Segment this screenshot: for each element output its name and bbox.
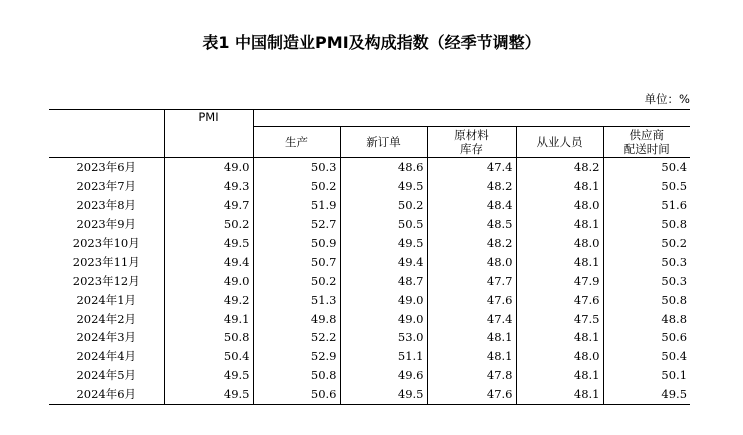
cell-raw-materials: 48.5 <box>427 215 516 234</box>
cell-raw-materials: 47.6 <box>427 385 516 404</box>
cell-employment: 48.2 <box>516 158 603 177</box>
cell-pmi: 49.5 <box>164 234 253 253</box>
cell-employment: 48.1 <box>516 385 603 404</box>
cell-period: 2023年6月 <box>49 158 164 177</box>
cell-new-orders: 50.2 <box>340 196 427 215</box>
table-body <box>49 158 690 405</box>
cell-new-orders: 49.0 <box>340 309 427 328</box>
cell-production: 50.3 <box>253 158 340 177</box>
cell-new-orders: 48.6 <box>340 158 427 177</box>
header-delivery-line2: 配送时间 <box>623 142 670 156</box>
cell-delivery: 50.4 <box>661 349 688 364</box>
cell-pmi: 49.4 <box>164 252 253 271</box>
cell-production: 51.9 <box>253 196 340 215</box>
cell-new-orders: 50.5 <box>340 215 427 234</box>
cell-employment: 48.1 <box>516 215 603 234</box>
header-spacer <box>253 110 690 127</box>
cell-employment: 48.1 <box>516 252 603 271</box>
cell-delivery: 50.8 <box>661 217 688 232</box>
cell-delivery: 50.4 <box>661 160 688 175</box>
cell-delivery: 48.8 <box>661 311 688 326</box>
cell-period: 2024年5月 <box>49 366 164 385</box>
cell-production: 50.7 <box>253 252 340 271</box>
cell-delivery: 50.6 <box>661 330 688 345</box>
cell-period: 2024年1月 <box>49 290 164 309</box>
cell-employment: 48.0 <box>516 347 603 366</box>
cell-production: 51.3 <box>253 290 340 309</box>
cell-new-orders: 53.0 <box>340 328 427 347</box>
table-row <box>49 215 690 234</box>
cell-delivery: 50.1 <box>661 368 688 383</box>
cell-delivery: 51.6 <box>661 198 688 213</box>
header-raw-materials-line1: 原材料 <box>454 128 489 142</box>
cell-delivery: 50.5 <box>661 179 688 194</box>
cell-pmi: 49.0 <box>164 158 253 177</box>
cell-raw-materials: 47.4 <box>427 309 516 328</box>
cell-production: 52.9 <box>253 347 340 366</box>
cell-raw-materials: 48.1 <box>427 328 516 347</box>
cell-production: 50.2 <box>253 271 340 290</box>
cell-employment: 47.5 <box>516 309 603 328</box>
cell-employment: 47.9 <box>516 271 603 290</box>
cell-raw-materials: 48.2 <box>427 177 516 196</box>
cell-pmi: 49.0 <box>164 271 253 290</box>
header-employment: 从业人员 <box>516 127 603 158</box>
unit-label: 单位：% <box>644 92 690 106</box>
cell-delivery: 50.3 <box>661 254 688 269</box>
header-delivery-line1: 供应商 <box>629 128 665 142</box>
header-raw-materials-line2: 库存 <box>460 142 483 156</box>
table-row <box>49 328 690 347</box>
cell-pmi: 49.5 <box>164 385 253 404</box>
cell-new-orders: 49.5 <box>340 177 427 196</box>
cell-production: 49.8 <box>253 309 340 328</box>
cell-pmi: 50.8 <box>164 328 253 347</box>
cell-production: 50.2 <box>253 177 340 196</box>
cell-new-orders: 49.5 <box>340 234 427 253</box>
table-row <box>49 252 690 271</box>
cell-pmi: 50.2 <box>164 215 253 234</box>
cell-delivery: 50.8 <box>661 292 688 307</box>
cell-raw-materials: 48.2 <box>427 234 516 253</box>
cell-employment: 48.1 <box>516 177 603 196</box>
header-new-orders: 新订单 <box>340 127 427 158</box>
table-title: 表1 中国制造业PMI及构成指数（经季节调整） <box>202 33 541 52</box>
cell-new-orders: 49.6 <box>340 366 427 385</box>
cell-delivery: 50.3 <box>661 273 688 288</box>
table-row <box>49 158 690 177</box>
cell-new-orders: 49.5 <box>340 385 427 404</box>
cell-production: 52.7 <box>253 215 340 234</box>
table-row <box>49 385 690 404</box>
cell-raw-materials: 47.7 <box>427 271 516 290</box>
cell-pmi: 49.5 <box>164 366 253 385</box>
cell-new-orders: 49.4 <box>340 252 427 271</box>
table-row <box>49 271 690 290</box>
cell-employment: 47.6 <box>516 290 603 309</box>
header-corner-cell <box>49 110 164 158</box>
table-row <box>49 309 690 328</box>
cell-raw-materials: 48.4 <box>427 196 516 215</box>
cell-period: 2023年8月 <box>49 196 164 215</box>
cell-pmi: 49.1 <box>164 309 253 328</box>
table-row <box>49 196 690 215</box>
cell-new-orders: 51.1 <box>340 347 427 366</box>
cell-production: 50.6 <box>253 385 340 404</box>
header-pmi: PMI <box>164 110 253 158</box>
table-row <box>49 234 690 253</box>
cell-production: 50.9 <box>253 234 340 253</box>
table-row <box>49 366 690 385</box>
cell-pmi: 50.4 <box>164 347 253 366</box>
header-raw-materials <box>427 127 516 158</box>
cell-production: 50.8 <box>253 366 340 385</box>
cell-employment: 48.1 <box>516 366 603 385</box>
cell-pmi: 49.7 <box>164 196 253 215</box>
cell-raw-materials: 48.0 <box>427 252 516 271</box>
cell-employment: 48.0 <box>516 196 603 215</box>
cell-period: 2023年11月 <box>49 252 164 271</box>
cell-delivery: 49.5 <box>603 385 690 404</box>
cell-new-orders: 48.7 <box>340 271 427 290</box>
table-row <box>49 347 690 366</box>
cell-period: 2023年9月 <box>49 215 164 234</box>
table-header <box>49 110 690 158</box>
cell-pmi: 49.3 <box>164 177 253 196</box>
cell-period: 2024年4月 <box>49 347 164 366</box>
cell-period: 2023年10月 <box>49 234 164 253</box>
header-delivery-time <box>603 127 690 158</box>
header-production: 生产 <box>253 127 340 158</box>
cell-period: 2024年6月 <box>49 385 164 404</box>
cell-production: 52.2 <box>253 328 340 347</box>
cell-pmi: 49.2 <box>164 290 253 309</box>
cell-employment: 48.1 <box>516 328 603 347</box>
cell-period: 2023年12月 <box>49 271 164 290</box>
cell-delivery: 50.2 <box>661 236 688 250</box>
cell-period: 2023年7月 <box>49 177 164 196</box>
cell-employment: 48.0 <box>516 234 603 253</box>
cell-raw-materials: 47.4 <box>427 158 516 177</box>
table-row <box>49 177 690 196</box>
cell-period: 2024年3月 <box>49 328 164 347</box>
cell-new-orders: 49.0 <box>340 290 427 309</box>
cell-raw-materials: 47.6 <box>427 290 516 309</box>
table-row <box>49 290 690 309</box>
cell-raw-materials: 47.8 <box>427 366 516 385</box>
pmi-table <box>49 109 690 405</box>
cell-raw-materials: 48.1 <box>427 347 516 366</box>
cell-period: 2024年2月 <box>49 309 164 328</box>
